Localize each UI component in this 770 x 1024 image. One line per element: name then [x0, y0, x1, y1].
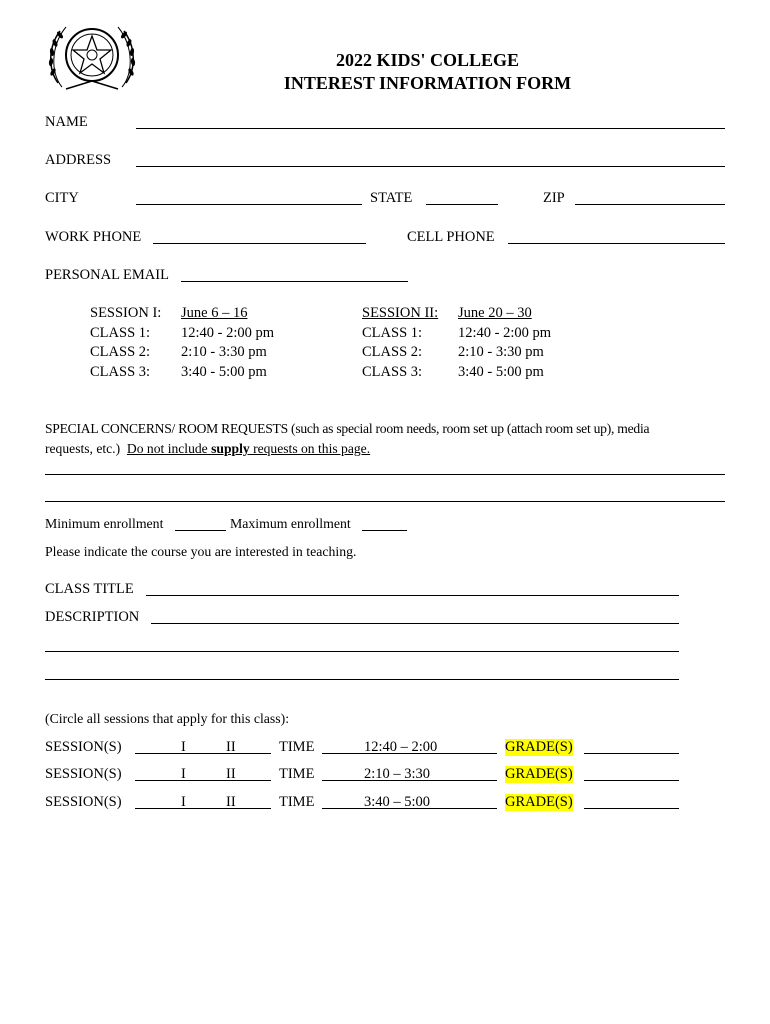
special-concerns-line-1[interactable] — [45, 474, 725, 475]
work-phone-label: WORK PHONE — [45, 229, 142, 245]
session-row-2-time-label: TIME — [279, 766, 315, 782]
description-label: DESCRIPTION — [45, 609, 140, 625]
session-row-1-option-1[interactable]: I — [181, 739, 186, 755]
session-row-2-grade-field[interactable] — [584, 780, 679, 781]
address-field[interactable] — [136, 166, 725, 167]
title-line-1: 2022 KIDS' COLLEGE — [335, 50, 520, 70]
session-row-3-label: SESSION(S) — [45, 794, 122, 810]
session-1-class-1-label: CLASS 1: — [90, 325, 151, 341]
session-2-class-3-label: CLASS 3: — [362, 364, 423, 380]
name-field[interactable] — [136, 128, 725, 129]
special-concerns-note — [45, 441, 370, 457]
session-1-label: SESSION I: — [90, 305, 162, 321]
session-2-class-1-label: CLASS 1: — [362, 325, 423, 341]
special-concerns-line-2[interactable] — [45, 501, 725, 502]
session-row-2-option-1[interactable]: I — [181, 766, 186, 782]
session-row-2-label: SESSION(S) — [45, 766, 122, 782]
course-instruction: Please indicate the course you are interested in teaching. — [45, 544, 357, 559]
cell-phone-label: CELL PHONE — [407, 229, 495, 245]
session-row-2-option-2[interactable]: II — [226, 766, 236, 782]
session-row-3-option-1[interactable]: I — [181, 794, 186, 810]
session-2-class-2-time: 2:10 - 3:30 pm — [458, 344, 544, 360]
description-field[interactable] — [151, 623, 679, 624]
session-row-3-time-label: TIME — [279, 794, 315, 810]
session-1-class-2-time: 2:10 - 3:30 pm — [181, 344, 267, 360]
description-line-3[interactable] — [45, 679, 679, 680]
session-1-class-3-time: 3:40 - 5:00 pm — [181, 364, 267, 380]
personal-email-field[interactable] — [181, 281, 408, 282]
minimum-enrollment-field[interactable] — [175, 530, 226, 531]
session-row-2-grade-label: GRADE(S) — [505, 766, 573, 782]
name-label: NAME — [45, 114, 88, 130]
session-row-3-grade-field[interactable] — [584, 808, 679, 809]
title-line-2: INTEREST INFORMATION FORM — [283, 73, 572, 93]
description-line-2[interactable] — [45, 651, 679, 652]
zip-label: ZIP — [543, 190, 565, 206]
session-row-2-session-line — [135, 780, 271, 781]
state-label: STATE — [370, 190, 413, 206]
session-row-3-option-2[interactable]: II — [226, 794, 236, 810]
session-2-label: SESSION II: — [362, 305, 439, 321]
session-row-1-option-2[interactable]: II — [226, 739, 236, 755]
state-field[interactable] — [426, 204, 498, 205]
address-label: ADDRESS — [45, 152, 112, 168]
session-row-1-time[interactable]: 12:40 – 2:00 — [364, 739, 438, 755]
session-1-class-2-label: CLASS 2: — [90, 344, 151, 360]
special-concerns-note-u2: requests on this page. — [249, 441, 371, 456]
city-field[interactable] — [136, 204, 362, 205]
session-row-3-time[interactable]: 3:40 – 5:00 — [364, 794, 431, 810]
session-row-1-grade-label: GRADE(S) — [505, 739, 573, 755]
session-row-1-label: SESSION(S) — [45, 739, 122, 755]
session-2-dates: June 20 – 30 — [458, 305, 532, 321]
sessions-instruction: (Circle all sessions that apply for this class): — [45, 711, 290, 726]
zip-field[interactable] — [575, 204, 725, 205]
class-title-field[interactable] — [146, 595, 679, 596]
city-label: CITY — [45, 190, 79, 206]
cell-phone-field[interactable] — [508, 243, 725, 244]
minimum-enrollment-label: Minimum enrollment — [45, 516, 164, 531]
class-title-label: CLASS TITLE — [45, 581, 134, 597]
session-2-class-3-time: 3:40 - 5:00 pm — [458, 364, 544, 380]
session-row-1-time-label: TIME — [279, 739, 315, 755]
session-1-dates: June 6 – 16 — [181, 305, 248, 321]
session-2-class-2-label: CLASS 2: — [362, 344, 423, 360]
special-concerns-note-bold: supply — [211, 441, 250, 456]
session-row-3-session-line — [135, 808, 271, 809]
session-2-class-1-time: 12:40 - 2:00 pm — [458, 325, 552, 341]
session-1-class-3-label: CLASS 3: — [90, 364, 151, 380]
special-concerns-label: SPECIAL CONCERNS/ ROOM REQUESTS (such as special room needs, room set up (attach room set up), media — [45, 421, 650, 436]
session-row-3-grade-label: GRADE(S) — [505, 794, 573, 810]
session-row-1-session-line — [135, 753, 271, 754]
session-1-class-1-time: 12:40 - 2:00 pm — [181, 325, 275, 341]
special-concerns-note-u1: Do not include — [126, 441, 212, 456]
special-concerns-note-prefix: requests, etc.) — [45, 441, 121, 456]
form-title — [0, 49, 770, 95]
session-row-1-grade-field[interactable] — [584, 753, 679, 754]
session-row-2-time[interactable]: 2:10 – 3:30 — [364, 766, 431, 782]
work-phone-field[interactable] — [153, 243, 366, 244]
personal-email-label: PERSONAL EMAIL — [45, 267, 169, 283]
maximum-enrollment-field[interactable] — [362, 530, 407, 531]
maximum-enrollment-label: Maximum enrollment — [230, 516, 351, 531]
